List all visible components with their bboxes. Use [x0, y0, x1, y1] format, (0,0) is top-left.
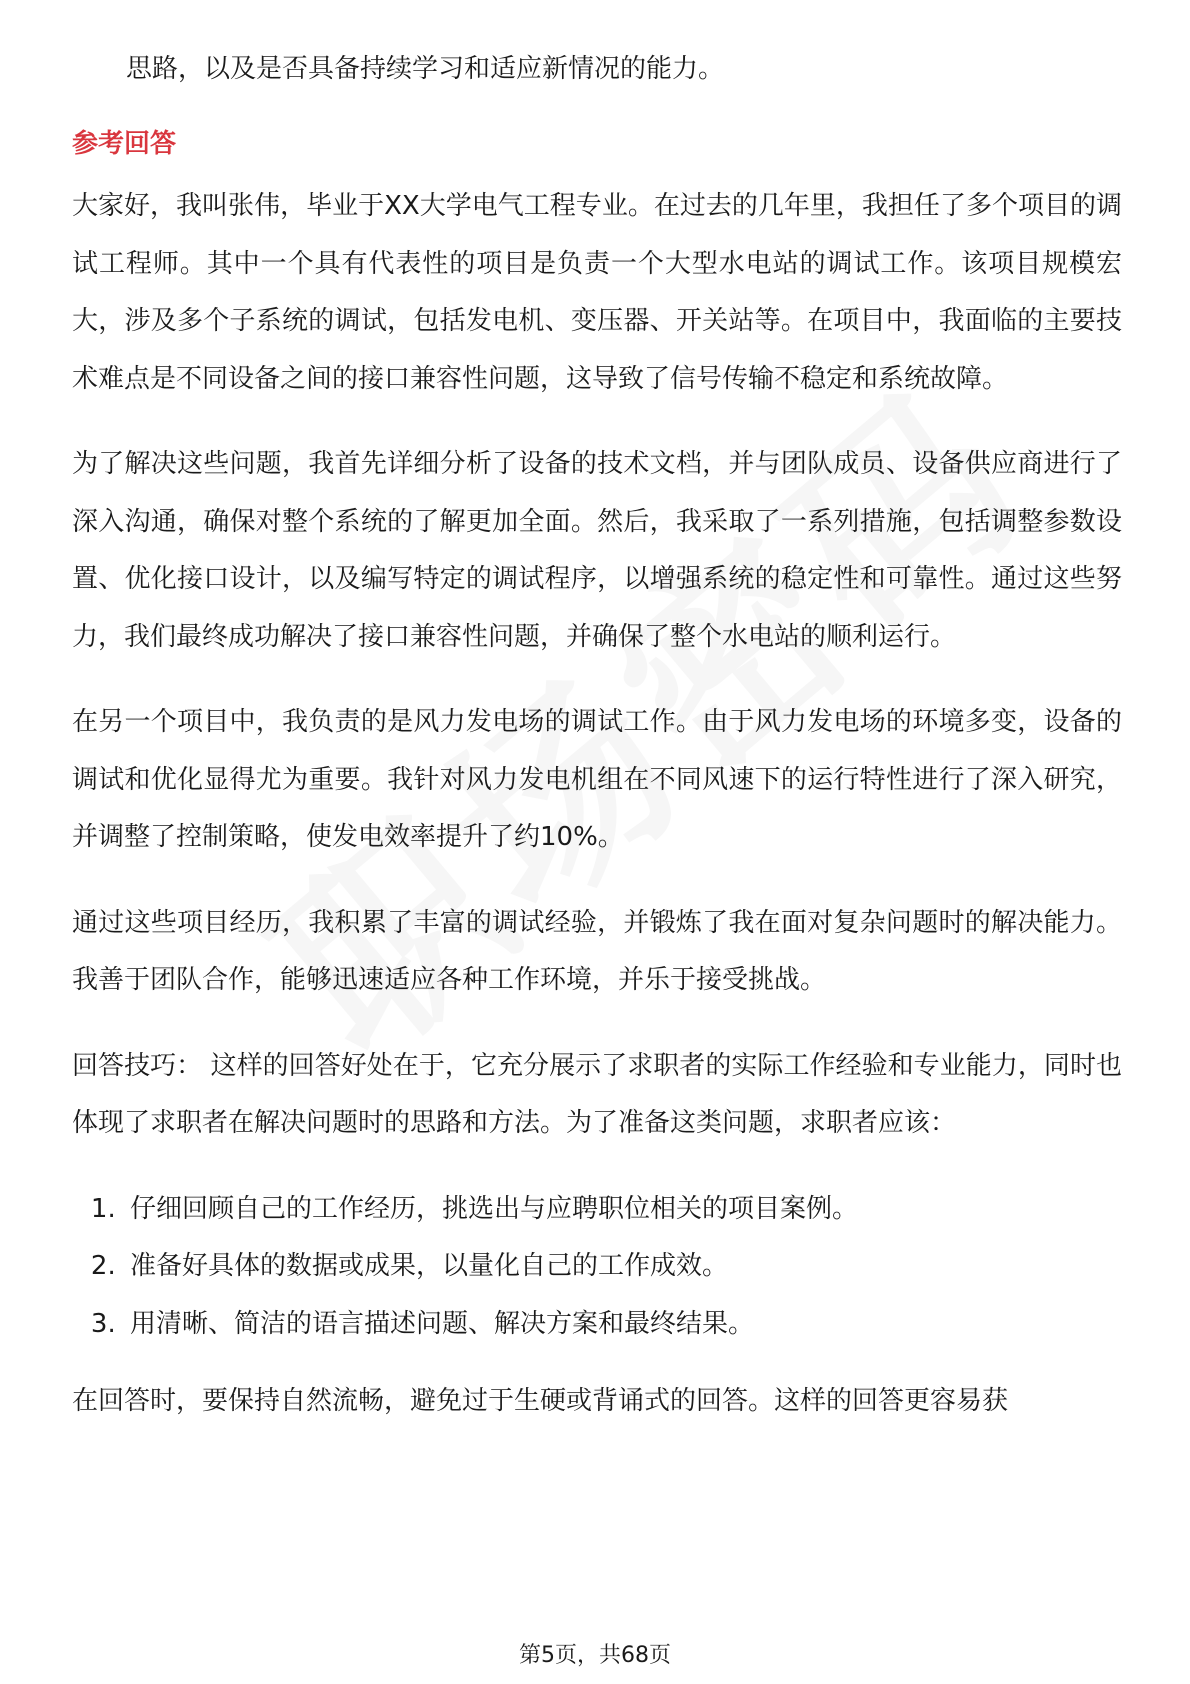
paragraph-summary: 通过这些项目经历，我积累了丰富的调试经验，并锻炼了我在面对复杂问题时的解决能力。我善于团队合作，能够迅速适应各种工作环境，并乐于接受挑战。	[72, 907, 1122, 995]
paragraph-intro: 大家好，我叫张伟，毕业于XX大学电气工程专业。在过去的几年里，我担任了多个项目的调试工程师。其中一个具有代表性的项目是负责一个大型水电站的调试工作。该项目规模宏大，涉及多个子系统的调试，包括发电机、变压器、开关站等。在项目中，我面临的主要技术难点是不同设备之间的接口兼容性问题，这导致了信号传输不稳定和系统故障。	[72, 191, 1122, 394]
continuation-text: 思路，以及是否具备持续学习和适应新情况的能力。	[126, 54, 725, 84]
paragraph-solution: 为了解决这些问题，我首先详细分析了设备的技术文档，并与团队成员、设备供应商进行了深入沟通，确保对整个系统的了解更加全面。然后，我采取了一系列措施，包括调整参数设置、优化接口设计，以及编写特定的调试程序，以增强系统的稳定性和可靠性。通过这些努力，我们最终成功解决了接口兼容性问题，并确保了整个水电站的顺利运行。	[72, 449, 1122, 652]
page-footer: 第5页，共68页	[519, 1643, 671, 1668]
document-page	[72, 40, 1122, 1459]
tips-list-item: 3. 用清晰、简洁的语言描述问题、解决方案和最终结果。	[124, 1296, 1122, 1354]
tips-list	[72, 1181, 1122, 1354]
tips-list-item: 1. 仔细回顾自己的工作经历，挑选出与应聘职位相关的项目案例。	[124, 1181, 1122, 1239]
paragraph-answer-tips: 回答技巧： 这样的回答好处在于，它充分展示了求职者的实际工作经验和专业能力，同时也体现了求职者在解决问题时的思路和方法。为了准备这类问题，求职者应该：	[72, 1050, 1122, 1138]
tips-list-item: 2. 准备好具体的数据或成果，以量化自己的工作成效。	[124, 1238, 1122, 1296]
paragraph-closing: 在回答时，要保持自然流畅，避免过于生硬或背诵式的回答。这样的回答更容易获	[72, 1386, 1009, 1416]
section-heading: 参考回答	[72, 129, 177, 159]
paragraph-wind-project: 在另一个项目中，我负责的是风力发电场的调试工作。由于风力发电场的环境多变，设备的调试和优化显得尤为重要。我针对风力发电机组在不同风速下的运行特性进行了深入研究，并调整了控制策略，使发电效率提升了约10%。	[72, 707, 1122, 852]
